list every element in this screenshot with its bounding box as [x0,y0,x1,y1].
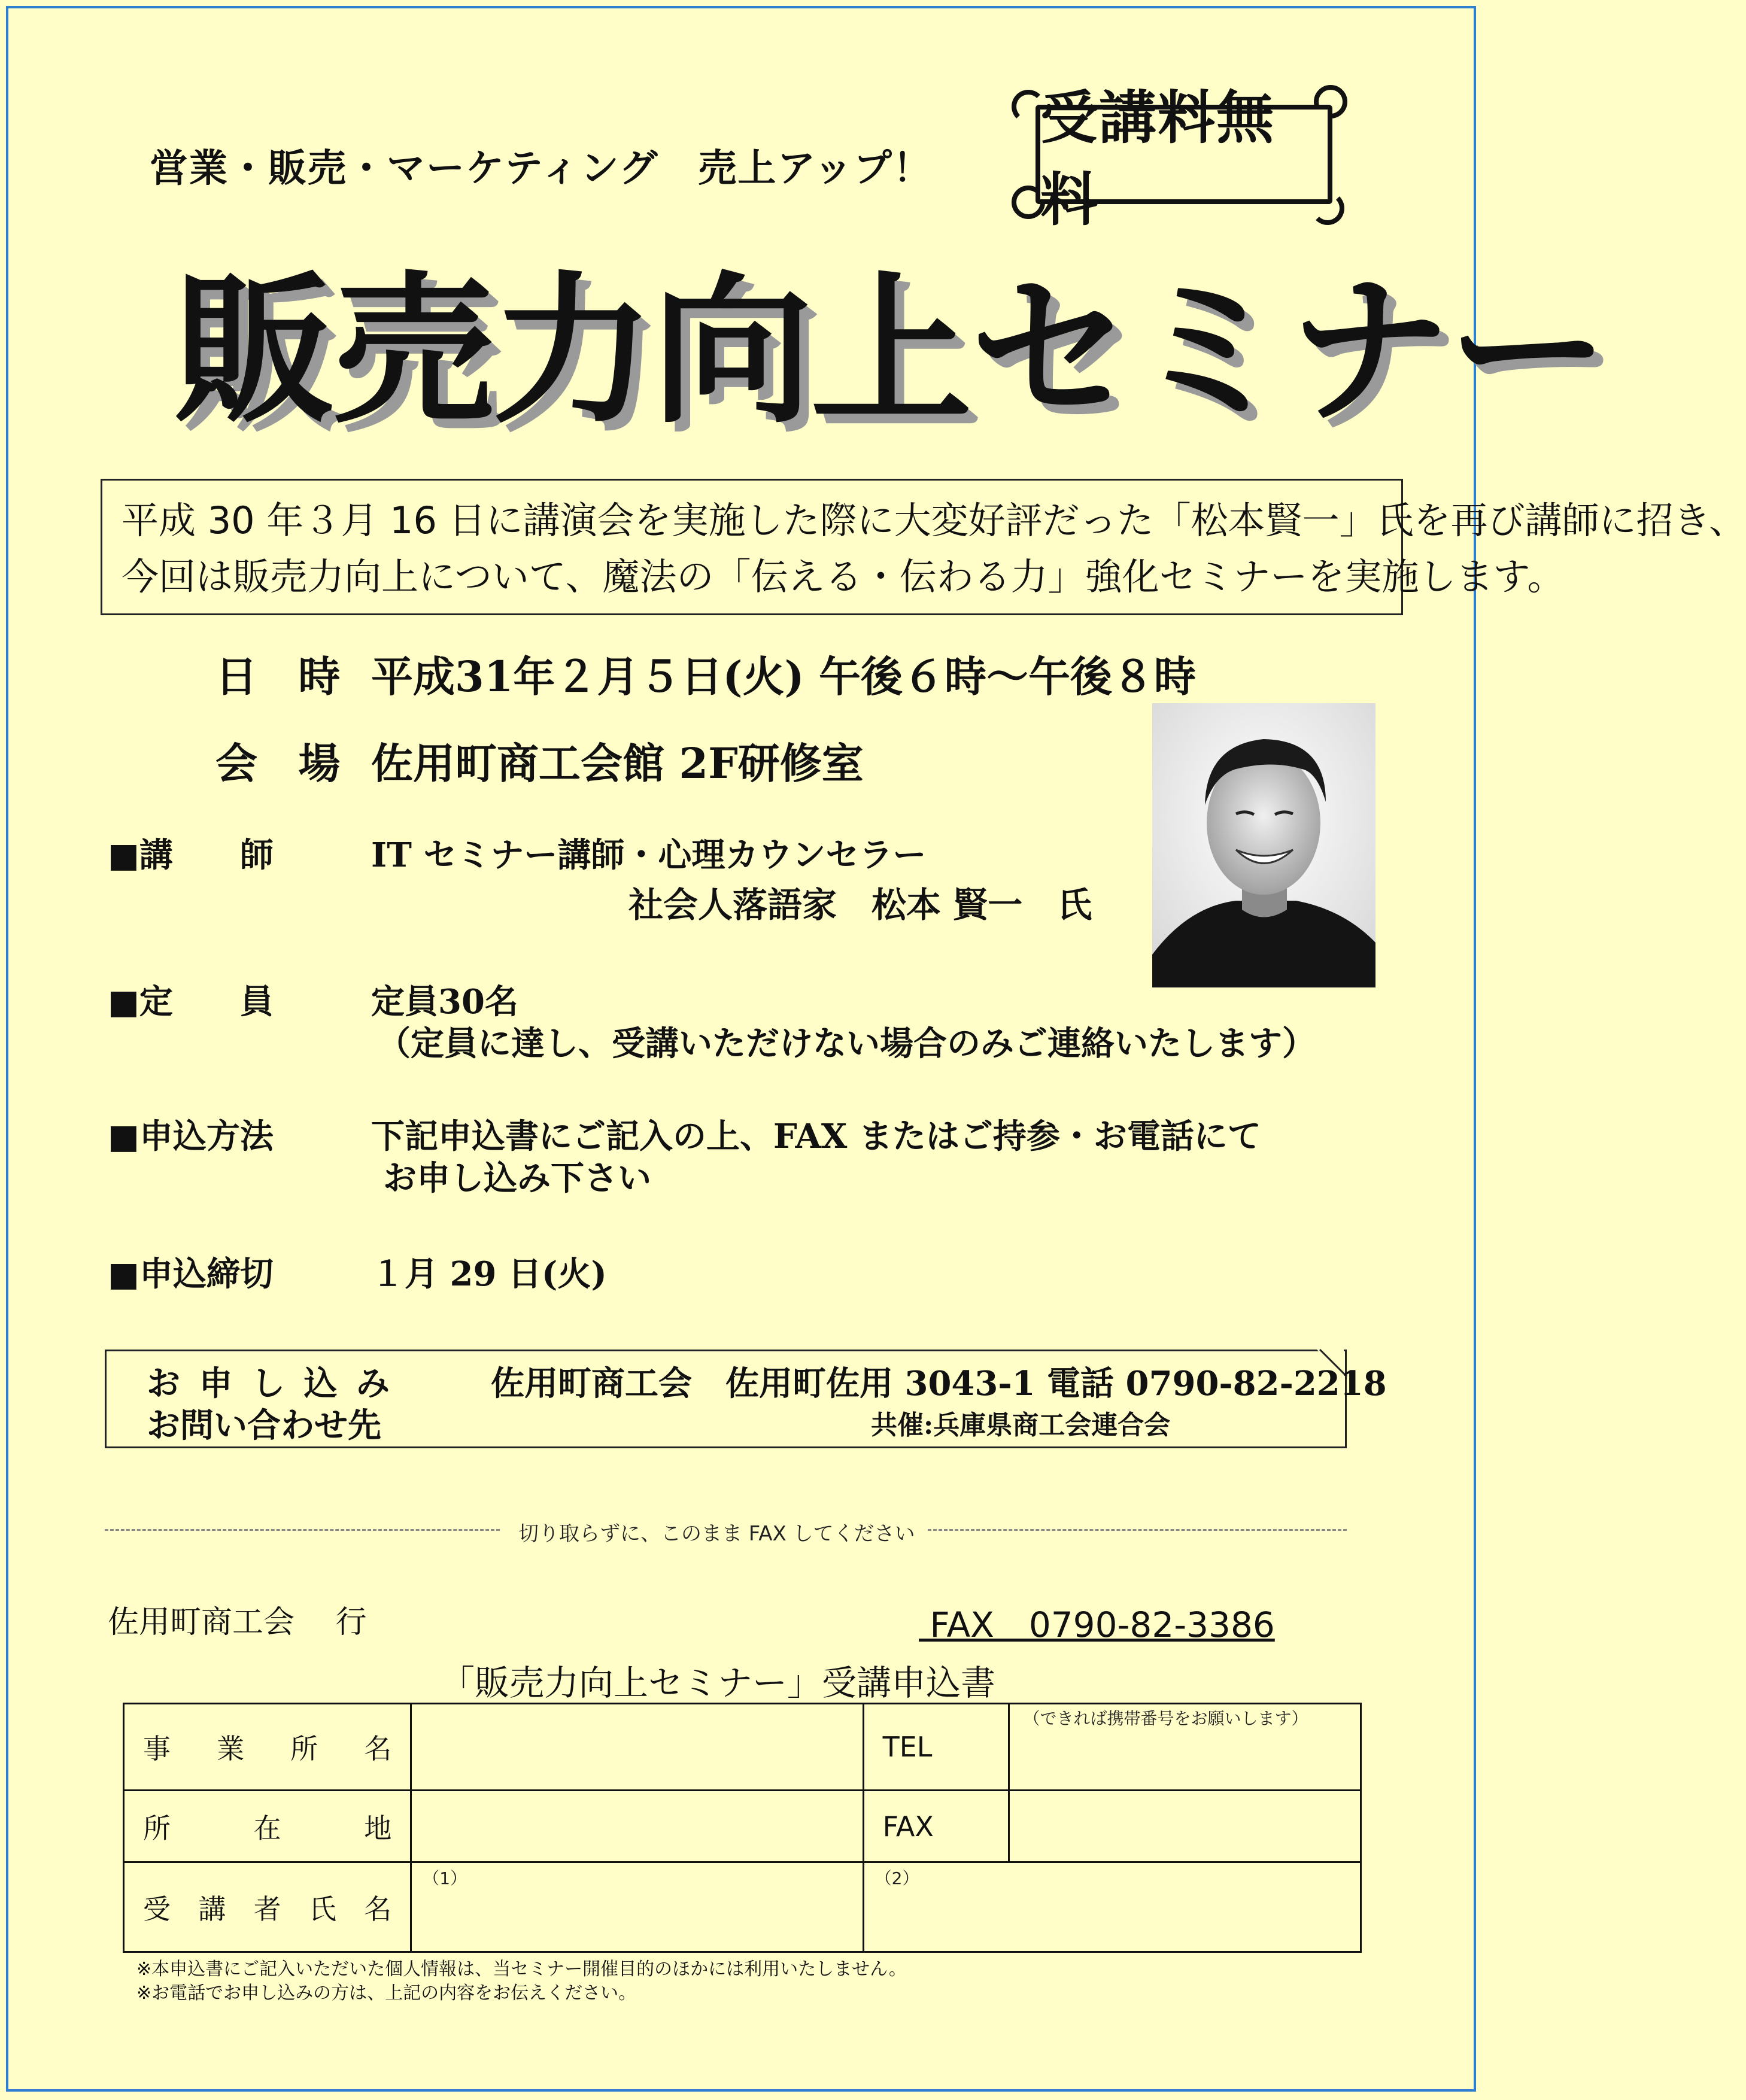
cut-line-left [105,1529,500,1531]
contact-label-2: お問い合わせ先 [147,1406,381,1445]
attendee-label-cell [124,1862,411,1952]
form-row-address [124,1791,1361,1862]
tel-field[interactable] [1009,1704,1361,1791]
portrait-illustration [1152,703,1375,987]
form-row-business [124,1704,1361,1791]
method-label: ■申込方法 [108,1117,274,1156]
lecturer-label: ■講 師 [108,835,274,875]
date-row [215,643,1196,704]
addressee: 佐用町商工会 行 [108,1604,367,1640]
main-title: 販売力向上セミナー [174,257,1607,445]
date-label: 日 時 [215,652,354,701]
tel-note: （できれば携帯番号をお願いします） [1023,1709,1308,1728]
fax-label: FAX [882,1810,934,1843]
footnote-phone: ※お電話でお申し込みの方は、上記の内容をお伝えください。 [136,1983,637,2004]
capacity-line-2: （定員に達し、受講いただけない場合のみご連絡いたします） [377,1024,1316,1063]
form-title: 「販売力向上セミナー」受講申込書 [440,1663,996,1703]
attendee-1-field[interactable] [411,1862,863,1952]
lecturer-row [108,829,926,877]
address-label: 所在地 [143,1812,392,1844]
business-name-label: 事業所名 [143,1733,392,1765]
contact-org: 佐用町商工会 佐用町佐用 3043-1 電話 0790-82-2218 [491,1364,1387,1403]
badge-box [1036,84,1332,233]
attendee-label: 受講者氏名 [143,1892,392,1925]
lecturer-line-1: IT セミナー講師・心理カウンセラー [371,835,927,875]
cut-instruction: 切り取らずに、このまま FAX してください [515,1517,919,1546]
attendee-1-note: （1） [423,1868,467,1888]
method-row [108,1110,1261,1158]
fax-label-cell [863,1791,1009,1862]
intro-line-2: 今回は販売力向上について、魔法の「伝える・伝わる力」強化セミナーを実施します。 [122,555,1565,598]
address-field[interactable] [411,1791,863,1862]
business-name-field[interactable] [411,1704,863,1791]
fax-number: FAX 0790-82-3386 [919,1604,1275,1645]
application-form [123,1703,1362,1953]
address-label-cell [124,1791,411,1862]
venue-value: 佐用町商工会館 2F研修室 [371,739,864,788]
venue-row [215,730,864,791]
tel-label-cell [863,1704,1009,1791]
form-row-attendees [124,1862,1361,1952]
intro-box [101,479,1746,615]
date-value: 平成31年２月５日(火) 午後６時～午後８時 [371,652,1197,701]
free-badge [1012,84,1347,233]
tagline: 営業・販売・マーケティング 売上アップ！ [150,147,933,191]
contact-label-1: お 申 し 込 み [147,1364,393,1403]
lecturer-photo [1152,703,1375,987]
tel-label: TEL [882,1731,933,1763]
capacity-label: ■定 員 [108,982,274,1022]
method-line-1: 下記申込書にご記入の上、FAX またはご持参・お電話にて [371,1117,1261,1156]
fax-field[interactable] [1009,1791,1361,1862]
lecturer-line-2: 社会人落語家 松本 賢一 氏 [628,885,1092,925]
capacity-line-1: 定員30名 [371,982,518,1022]
deadline-row [108,1248,607,1296]
method-line-2: お申し込み下さい [383,1159,651,1198]
cosponsor: 共催:兵庫県商工会連合会 [871,1410,1171,1440]
deadline-value: １月 29 日(火) [371,1254,607,1294]
capacity-row [108,975,518,1023]
attendee-2-field[interactable] [863,1862,1361,1952]
cut-line-right [928,1529,1347,1531]
venue-label: 会 場 [215,739,354,788]
business-name-label-cell [124,1704,411,1791]
badge-text: 受講料無料 [1040,84,1275,233]
deadline-label: ■申込締切 [108,1254,274,1294]
attendee-2-note: （2） [874,1868,919,1888]
footnote-privacy: ※本申込書にご記入いただいた個人情報は、当セミナー開催目的のほかには利用いたしません。 [136,1959,907,1980]
intro-line-1: 平成 30 年３月 16 日に講演会を実施した際に大変好評だった「松本賢一」氏を再び講師に招き、 [122,499,1746,542]
